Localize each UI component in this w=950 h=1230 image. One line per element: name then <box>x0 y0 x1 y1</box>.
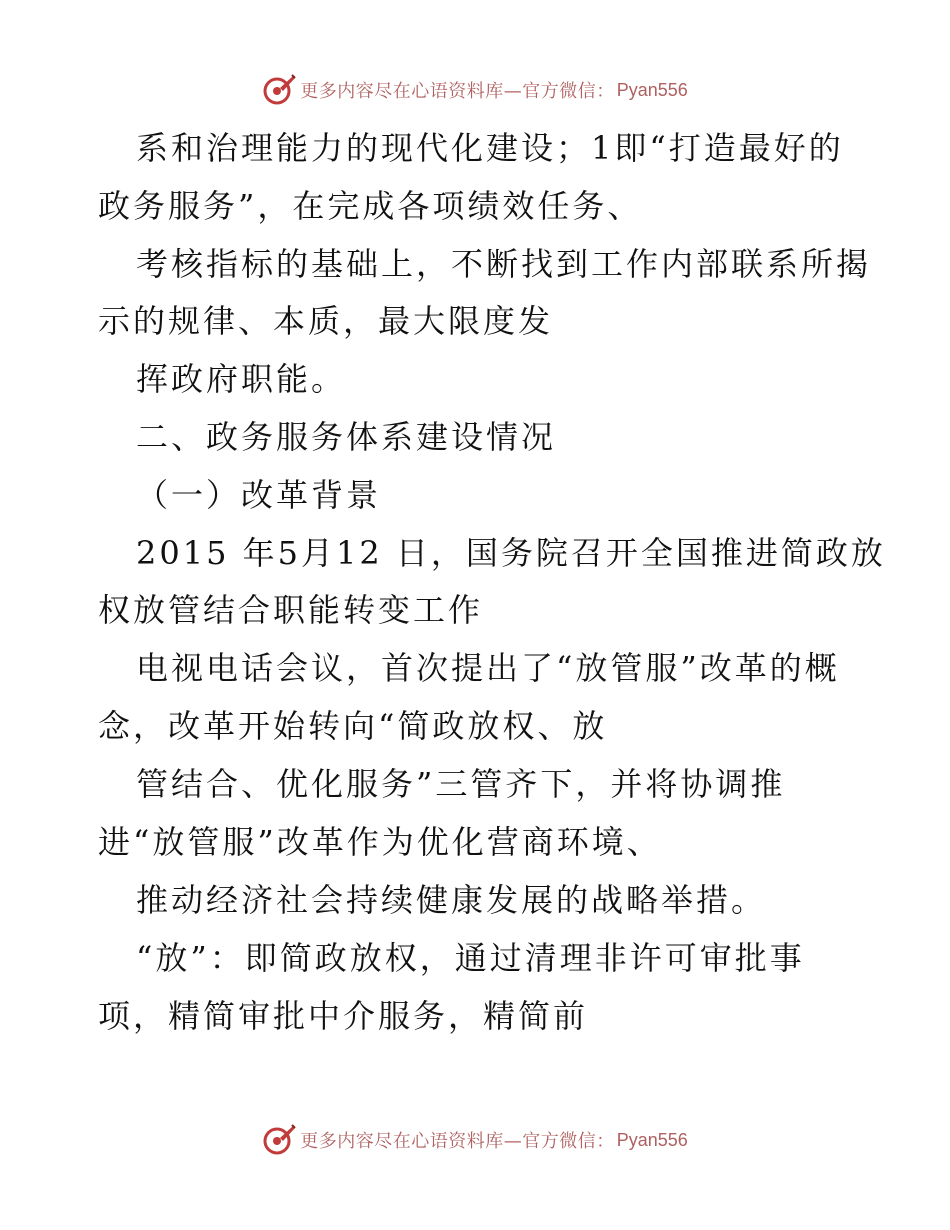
text-line: 示的规律、本质，最大限度发 <box>98 302 554 340</box>
text-line: 进“放管服”改革作为优化营商环境、 <box>98 823 662 861</box>
text-line: 挥政府职能。 <box>136 360 347 398</box>
section-heading: 二、政务服务体系建设情况 <box>136 418 557 456</box>
text-line: 系和治理能力的现代化建设；1即“打造最好的 <box>136 129 844 167</box>
text-line: 2015 年5月12 日，国务院召开全国推进简政放 <box>136 534 886 572</box>
text-line: 项，精简审批中介服务，精简前 <box>98 997 589 1035</box>
text-line: 管结合、优化服务”三管齐下，并将协调推 <box>136 765 786 803</box>
text-line: 权放管结合职能转变工作 <box>98 591 484 629</box>
watermark-text: 更多内容尽在心语资料库—官方微信： <box>300 1131 615 1152</box>
watermark-wechat-id: Pyan556 <box>616 1129 688 1150</box>
text-line: 念，改革开始转向“简政放权、放 <box>98 707 608 745</box>
footer-watermark <box>0 1120 950 1160</box>
text-line: 考核指标的基础上，不断找到工作内部联系所揭 <box>136 245 872 283</box>
header-watermark <box>0 70 950 110</box>
text-line: “放”：即简政放权，通过清理非许可审批事 <box>136 939 805 977</box>
text-line: 电视电话会议，首次提出了“放管服”改革的概 <box>136 649 840 687</box>
subsection-heading: （一）改革背景 <box>136 476 382 514</box>
pen-logo-icon <box>262 1123 296 1157</box>
text-line: 推动经济社会持续健康发展的战略举措。 <box>136 881 767 919</box>
text-line: 政务服务”，在完成各项绩效任务、 <box>98 187 643 225</box>
watermark-text: 更多内容尽在心语资料库—官方微信： <box>300 81 615 102</box>
pen-logo-icon <box>262 73 296 107</box>
watermark-wechat-id: Pyan556 <box>616 79 688 100</box>
